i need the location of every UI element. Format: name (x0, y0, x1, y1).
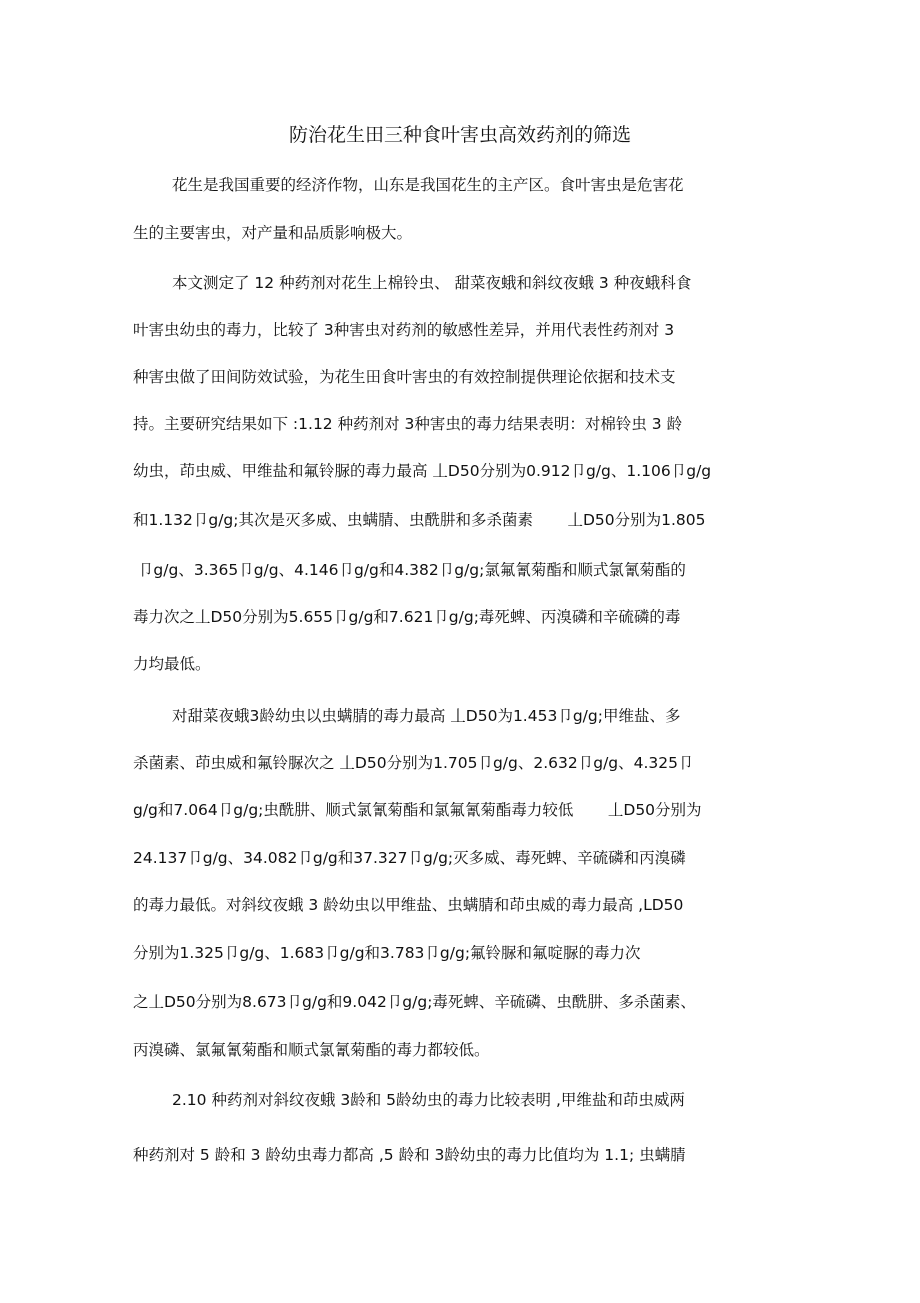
paragraph-line: 本文测定了 12 种药剂对花生上棉铃虫、 甜菜夜蛾和斜纹夜蛾 3 种夜蛾科食 (172, 274, 692, 292)
paragraph-line: 毒力次之丄D50分别为5.655卩g/g和7.621卩g/g;毒死蜱、丙溴磷和辛硫磷的毒 (133, 608, 681, 626)
paragraph-line: 的毒力最低。对斜纹夜蛾 3 龄幼虫以甲维盐、虫螨腈和茚虫威的毒力最高 ,LD50 (133, 896, 684, 914)
paragraph-line: 种药剂对 5 龄和 3 龄幼虫毒力都高 ,5 龄和 3龄幼虫的毒力比值均为 1.1; 虫螨腈 (133, 1146, 686, 1164)
paragraph-line: g/g和7.064卩g/g;虫酰肼、顺式氯氰菊酯和氯氟氰菊酯毒力较低 丄D50分别为 (133, 801, 702, 819)
paragraph-line: 花生是我国重要的经济作物，山东是我国花生的主产区。食叶害虫是危害花 (172, 176, 684, 194)
paragraph-line: 种害虫做了田间防效试验，为花生田食叶害虫的有效控制提供理论依据和技术支 (133, 368, 676, 386)
paragraph-line: 丙溴磷、氯氟氰菊酯和顺式氯氰菊酯的毒力都较低。 (133, 1041, 490, 1059)
paragraph-line: 生的主要害虫，对产量和品质影响极大。 (133, 224, 413, 242)
paragraph-line: 卩g/g、3.365卩g/g、4.146卩g/g和4.382卩g/g;氯氟氰菊酯和顺式氯氰菊酯的 (133, 561, 686, 579)
paragraph-line: 持。主要研究结果如下 :1.12 种药剂对 3种害虫的毒力结果表明：对棉铃虫 3 龄 (133, 415, 683, 433)
paragraph-line: 对甜菜夜蛾3龄幼虫以虫螨腈的毒力最高 丄D50为1.453卩g/g;甲维盐、多 (172, 707, 681, 725)
document-title: 防治花生田三种食叶害虫高效药剂的筛选 (288, 124, 631, 146)
paragraph-line: 之丄D50分别为8.673卩g/g和9.042卩g/g;毒死蜱、辛硫磷、虫酰肼、多杀菌素、 (133, 993, 696, 1011)
paragraph-line: 力均最低。 (133, 655, 211, 673)
paragraph-line: 叶害虫幼虫的毒力，比较了 3种害虫对药剂的敏感性差异，并用代表性药剂对 3 (133, 321, 675, 339)
paragraph-line: 分别为1.325卩g/g、1.683卩g/g和3.783卩g/g;氟铃脲和氟啶脲的毒力次 (133, 944, 641, 962)
paragraph-line: 和1.132卩g/g;其次是灭多威、虫螨腈、虫酰肼和多杀菌素 丄D50分别为1.805 (133, 511, 706, 529)
paragraph-line: 杀菌素、茚虫威和氟铃脲次之 丄D50分别为1.705卩g/g、2.632卩g/g、4.325卩 (133, 754, 694, 772)
paragraph-line: 2.10 种药剂对斜纹夜蛾 3龄和 5龄幼虫的毒力比较表明 ,甲维盐和茚虫威两 (172, 1091, 685, 1109)
paragraph-line: 幼虫，茚虫威、甲维盐和氟铃脲的毒力最高 丄D50分别为0.912卩g/g、1.106卩g/g (133, 462, 712, 480)
paragraph-line: 24.137卩g/g、34.082卩g/g和37.327卩g/g;灭多威、毒死蜱、辛硫磷和丙溴磷 (133, 849, 686, 867)
